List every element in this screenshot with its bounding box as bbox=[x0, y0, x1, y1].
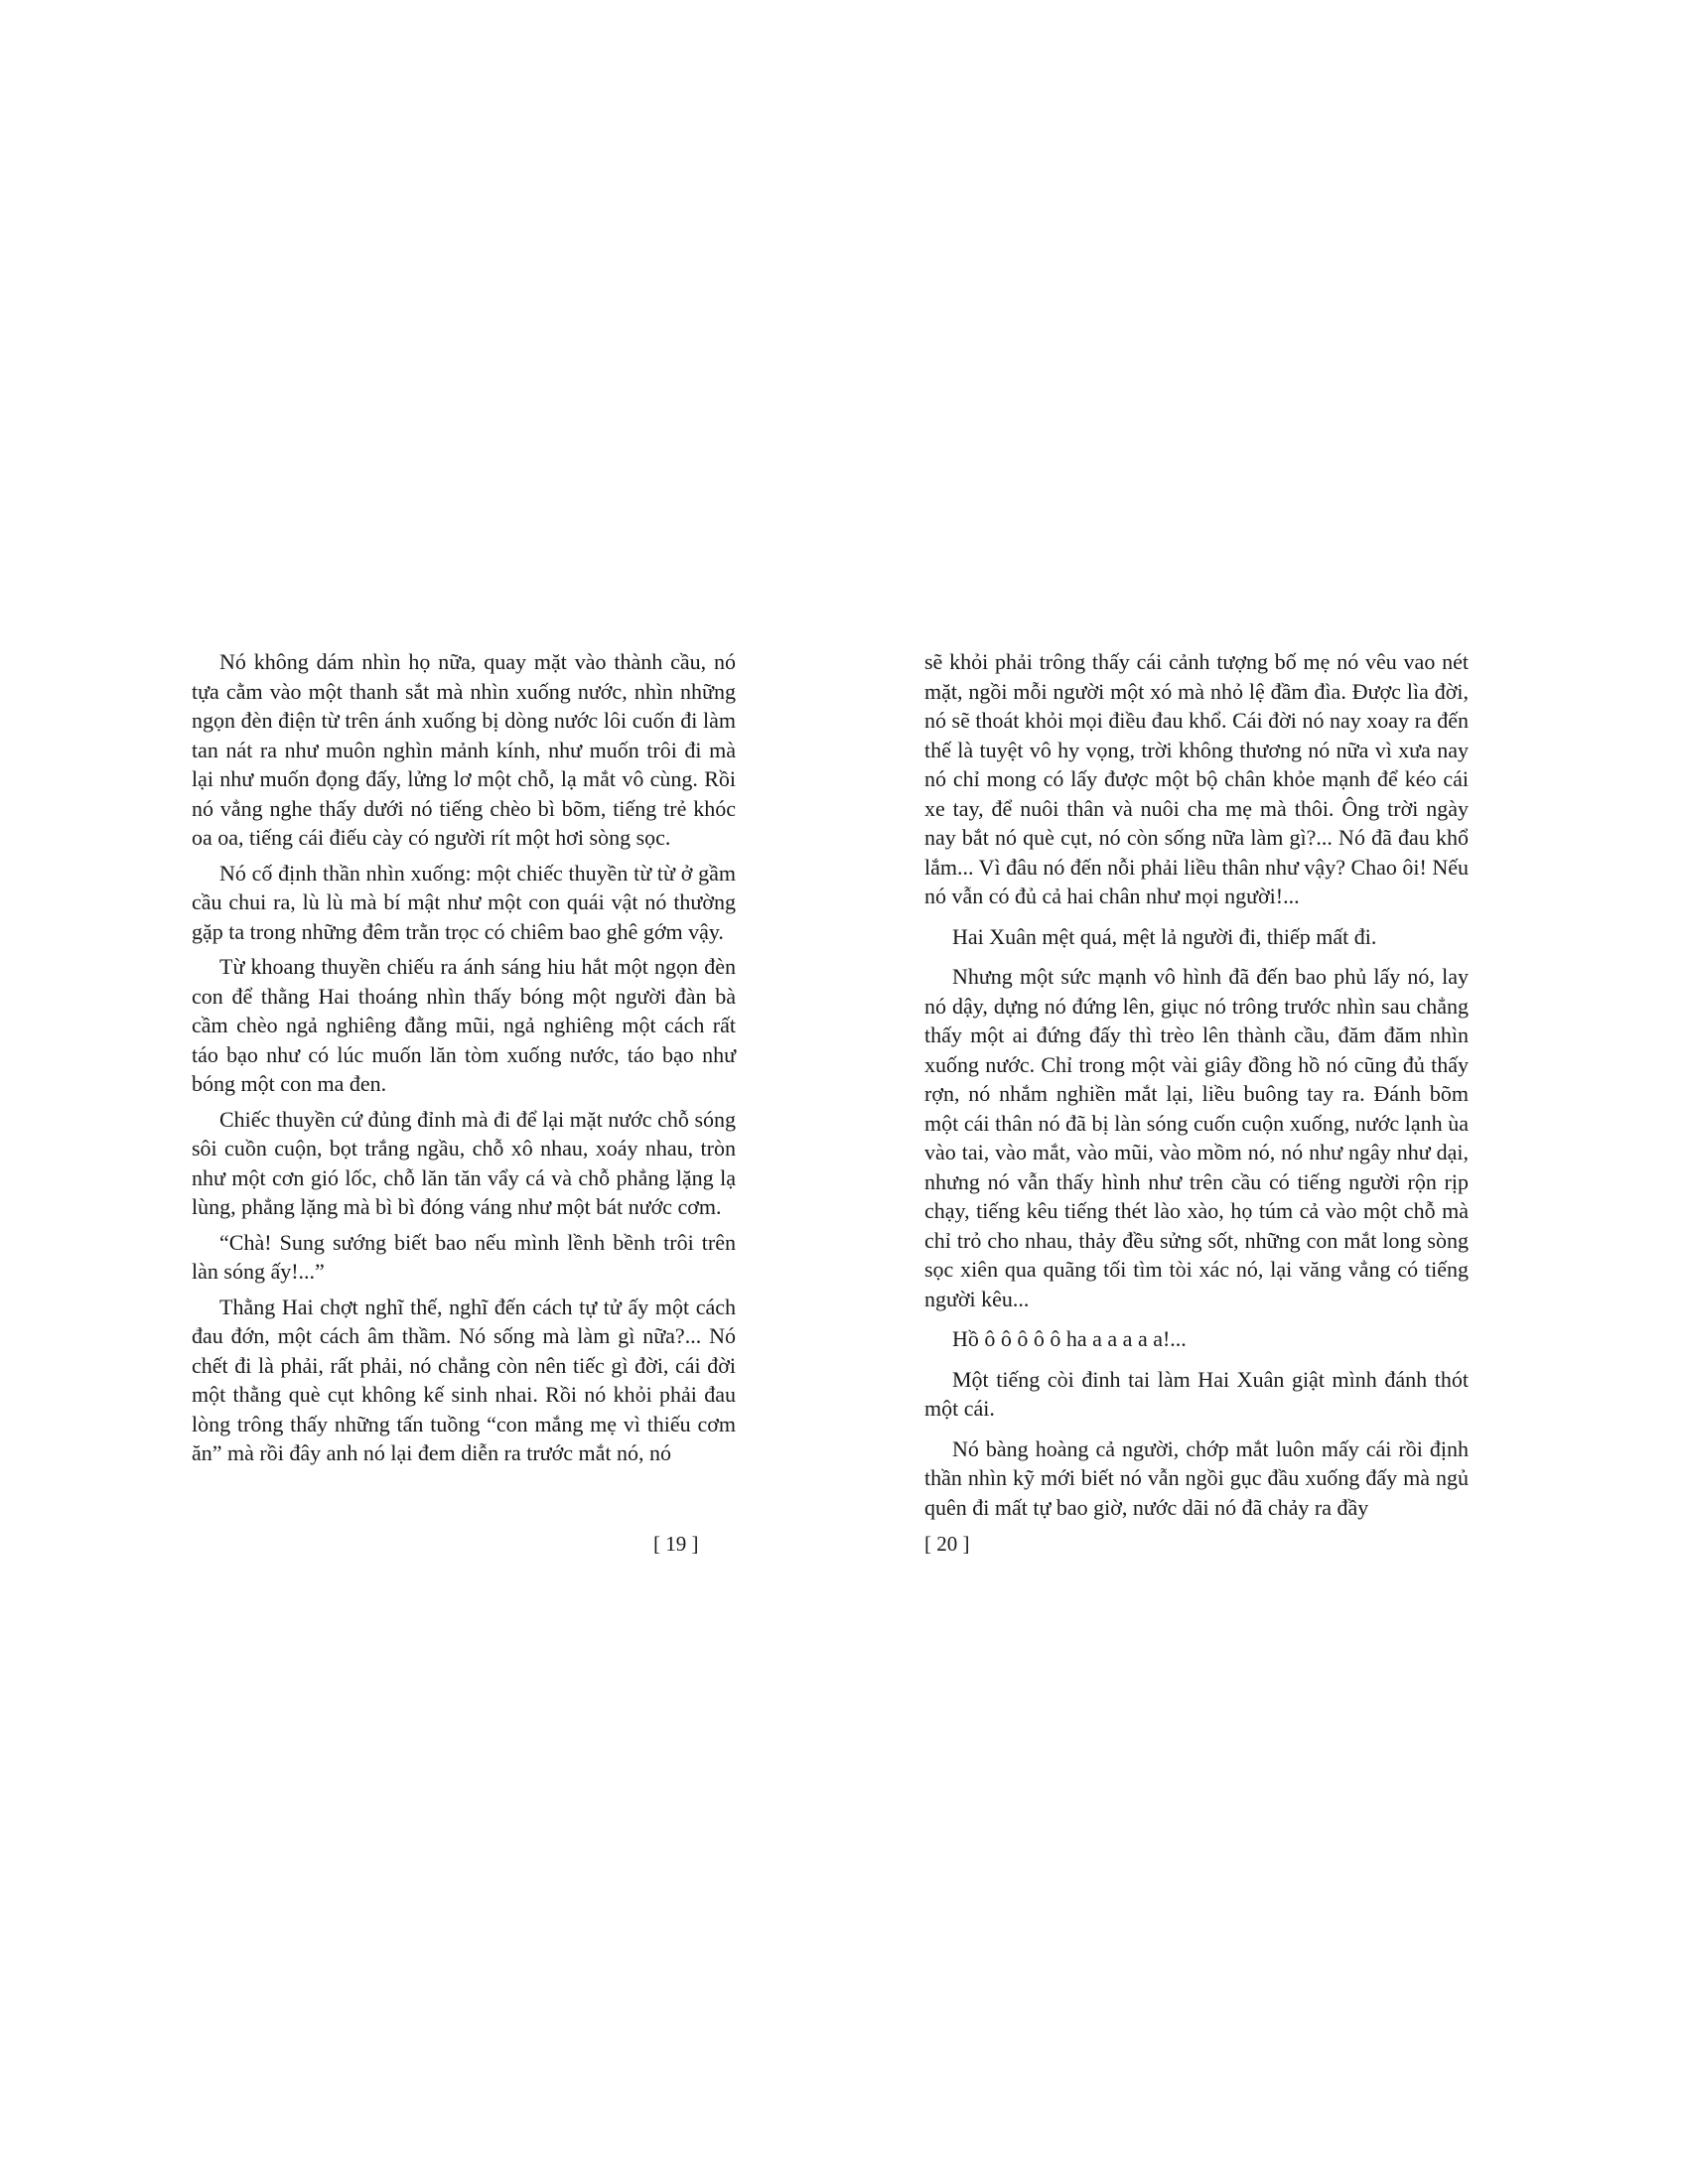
left-paragraph-6: Thằng Hai chợt nghĩ thế, nghĩ đến cách tự tử ấy một cách đau đớn, một cách âm thầm. Nó sống mà làm gì nữa?... Nó chết đi là phải, rất phải, nó chẳng còn nên tiếc gì đời, cái đời một thằng què cụt không kế sinh nhai. Rồi nó khỏi phải đau lòng trông thấy những tấn tuồng “con mắng mẹ vì thiếu cơm ăn” mà rồi đây anh nó lại đem diễn ra trước mắt nó, nó bbox=[192, 1294, 736, 1465]
right-page bbox=[924, 647, 1469, 1533]
left-paragraph-4: Chiếc thuyền cứ đủng đỉnh mà đi để lại mặt nước chỗ sóng sôi cuồn cuộn, bọt trắng ngầu, chỗ xô nhau, xoáy nhau, tròn như một cơn gió lốc, chỗ lăn tăn vẩy cá và chỗ phẳng lặng lạ lùng, phẳng lặng mà bì bì đóng váng như một bát nước cơm. bbox=[192, 1106, 736, 1219]
left-paragraph-3: Từ khoang thuyền chiếu ra ánh sáng hiu hắt một ngọn đèn con để thằng Hai thoáng nhìn thấy bóng một người đàn bà cầm chèo ngả nghiêng đằng mũi, ngả nghiêng một cách rất táo bạo như có lúc muốn lăn tòm xuống nước, táo bạo như bóng một con ma đen. bbox=[192, 954, 736, 1096]
left-paragraph-1: Nó không dám nhìn họ nữa, quay mặt vào thành cầu, nó tựa cằm vào một thanh sắt mà nhìn xuống nước, nhìn những ngọn đèn điện từ trên ánh xuống bị dòng nước lôi cuốn đi làm tan nát ra như muôn nghìn mảnh kính, như muốn trôi đi mà lại như muốn đọng đấy, lửng lơ một chỗ, lạ mắt vô cùng. Rồi nó vẳng nghe thấy dưới nó tiếng chèo bì bõm, tiếng trẻ khóc oa oa, tiếng cái điếu cày có người rít một hơi sòng sọc. bbox=[192, 649, 736, 850]
right-paragraph-6: Nó bàng hoàng cả người, chớp mắt luôn mấy cái rồi định thần nhìn kỹ mới biết nó vẫn ngồi gục đầu xuống đấy mà ngủ quên đi mất tự bao giờ, nước dãi nó đã chảy ra đầy bbox=[924, 1435, 1469, 1520]
right-page-number: [ 20 ] bbox=[924, 1532, 970, 1556]
right-paragraph-3: Nhưng một sức mạnh vô hình đã đến bao phủ lấy nó, lay nó dậy, dựng nó đứng lên, giục nó trông trước nhìn sau chẳng thấy một ai đứng đấy thì trèo lên thành cầu, đăm đăm nhìn xuống nước. Chỉ trong một vài giây đồng hồ nó cũng đủ thấy rợn, nó nhắm nghiền mắt lại, liều buông tay ra. Đánh bõm một cái thân nó đã bị làn sóng cuốn cuộn xuống, nước lạnh ùa vào tai, vào mắt, vào mũi, vào mồm nó, nó như ngây như dại, nhưng nó vẫn thấy hình như trên cầu có tiếng người rộn rịp chạy, tiếng kêu tiếng thét lào xào, họ túm cả vào một chỗ mà chỉ trỏ cho nhau, thảy đều sửng sốt, những con mắt long sòng sọc xiên qua quãng tối tìm tòi xác nó, lại văng vẳng có tiếng người kêu... bbox=[924, 964, 1469, 1311]
left-page bbox=[192, 647, 736, 1474]
left-paragraph-2: Nó cố định thần nhìn xuống: một chiếc thuyền từ từ ở gầm cầu chui ra, lù lù mà bí mật như một con quái vật nó thường gặp ta trong những đêm trằn trọc có chiêm bao ghê gớm vậy. bbox=[192, 860, 736, 944]
right-paragraph-2: Hai Xuân mệt quá, mệt lả người đi, thiếp mất đi. bbox=[952, 923, 1377, 949]
right-paragraph-4: Hồ ô ô ô ô ô ha a a a a a!... bbox=[952, 1326, 1187, 1351]
left-page-number: [ 19 ] bbox=[653, 1532, 699, 1556]
left-paragraph-5: “Chà! Sung sướng biết bao nếu mình lềnh bềnh trôi trên làn sóng ấy!...” bbox=[192, 1229, 736, 1284]
right-paragraph-1: sẽ khỏi phải trông thấy cái cảnh tượng bố mẹ nó vêu vao nét mặt, ngồi mỗi người một xó mà nhỏ lệ đầm đìa. Được lìa đời, nó sẽ thoát khỏi mọi điều đau khổ. Cái đời nó nay xoay ra đến thế là tuyệt vô hy vọng, trời không thương nó nữa vì xưa nay nó chỉ mong có lấy được một bộ chân khỏe mạnh để kéo cái xe tay, để nuôi thân và nuôi cha mẹ mà thôi. Ông trời ngày nay bắt nó què cụt, nó còn sống nữa làm gì?... Nó đã đau khổ lắm... Vì đâu nó đến nỗi phải liều thân như vậy? Chao ôi! Nếu nó vẫn có đủ cả hai chân như mọi người!... bbox=[924, 649, 1469, 908]
right-paragraph-5: Một tiếng còi đinh tai làm Hai Xuân giật mình đánh thót một cái. bbox=[924, 1366, 1469, 1421]
